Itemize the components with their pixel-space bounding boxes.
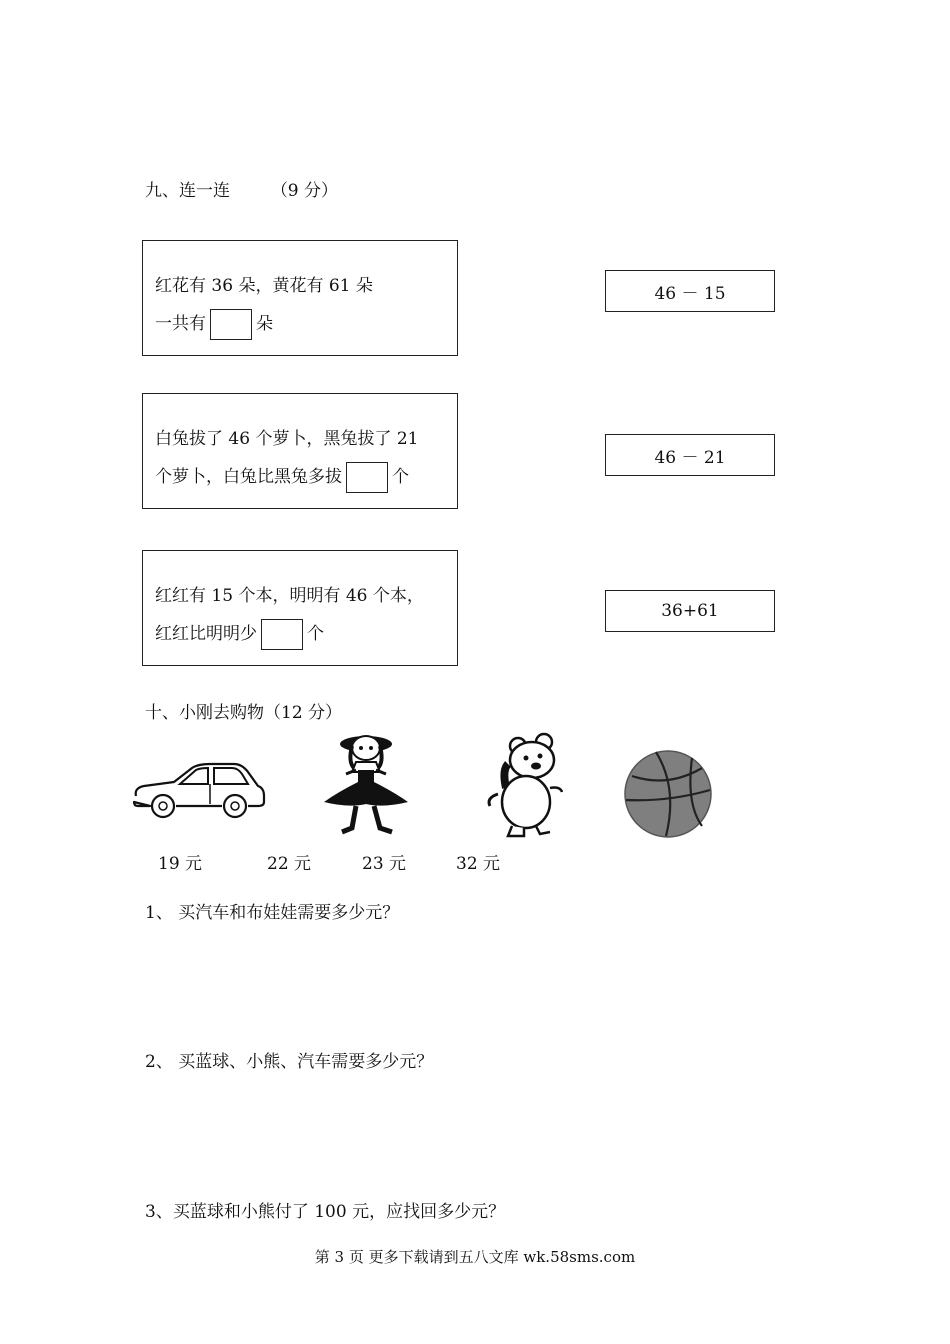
problem-1-line2 [155,309,273,340]
expression-1: 46 － 15 [654,283,726,304]
problem-1-line2-pre: 一共有 [155,314,206,334]
problem-1-line2-post: 朵 [256,314,273,334]
price-car: 19 元 [158,854,203,874]
problem-2-line2-post: 个 [392,467,409,487]
price-bear: 23 元 [362,854,407,874]
problem-1-line1: 红花有 36 朵，黄花有 61 朵 [155,276,373,296]
section9-heading [145,176,338,201]
problem-box-3 [142,550,458,666]
expression-3: 36+61 [661,601,719,621]
basketball-icon [622,748,714,840]
price-basketball: 32 元 [456,854,501,874]
question-2: 2、 买蓝球、小熊、汽车需要多少元？ [145,1052,434,1072]
problem-3-line1: 红红有 15 个本，明明有 46 个本， [155,586,424,606]
answer-blank-3[interactable] [261,619,303,650]
problem-3-line2-post: 个 [307,624,324,644]
question-1: 1、 买汽车和布娃娃需要多少元？ [145,903,400,923]
section10-title: 十、小刚去购物（12 分） [145,703,343,723]
section9-title: 九、连一连 [145,181,230,201]
doll-icon [318,728,414,836]
bear-icon [478,730,570,842]
section9-score: （9 分） [270,181,339,201]
expression-box-1[interactable] [605,270,775,312]
answer-blank-1[interactable] [210,309,252,340]
price-doll: 22 元 [267,854,312,874]
problem-2-line2-pre: 个萝卜，白兔比黑兔多拔 [155,467,342,487]
problem-3-line2 [155,619,324,650]
problem-3-line2-pre: 红红比明明少 [155,624,257,644]
question-3: 3、买蓝球和小熊付了 100 元，应找回多少元？ [145,1202,506,1222]
expression-box-3[interactable] [605,590,775,632]
expression-box-2[interactable] [605,434,775,476]
problem-2-line1: 白兔拔了 46 个萝卜，黑兔拔了 21 [155,429,419,449]
problem-box-1 [142,240,458,356]
answer-blank-2[interactable] [346,462,388,493]
expression-2: 46 － 21 [654,447,726,468]
page-footer: 第 3 页 更多下载请到五八文库 wk.58sms.com [314,1248,636,1266]
problem-2-line2 [155,462,409,493]
problem-box-2 [142,393,458,509]
car-icon [130,760,266,820]
